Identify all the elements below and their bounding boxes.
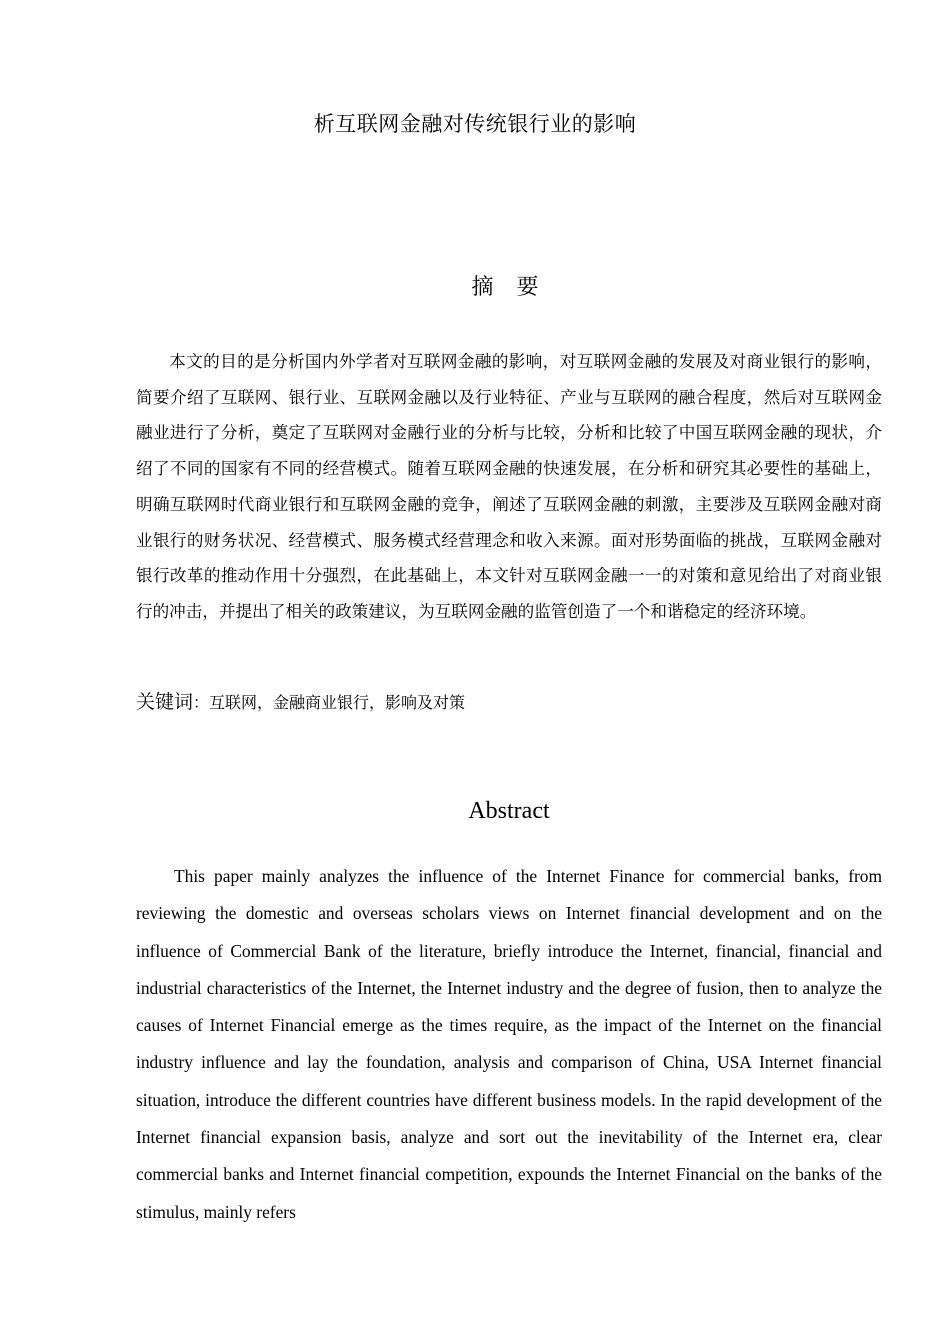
keywords-line	[136, 687, 882, 718]
keywords-separator: ：	[193, 693, 210, 712]
abstract-cn-body: 本文的目的是分析国内外学者对互联网金融的影响，对互联网金融的发展及对商业银行的影响，简要介绍了互联网、银行业、互联网金融以及行业特征、产业与互联网的融合程度，然后对互联网金融业进行了分析，奠定了互联网对金融行业的分析与比较，分析和比较了中国互联网金融的现状，介绍了不同的国家有不同的经营模式。随着互联网金融的快速发展，在分析和研究其必要性的基础上，明确互联网时代商业银行和互联网金融的竞争，阐述了互联网金融的刺激，主要涉及互联网金融对商业银行的财务状况、经营模式、服务模式经营理念和收入来源。面对形势面临的挑战，互联网金融对银行改革的推动作用十分强烈，在此基础上，本文针对互联网金融一一的对策和意见给出了对商业银行的冲击，并提出了相关的政策建议，为互联网金融的监管创造了一个和谐稳定的经济环境。	[136, 352, 882, 621]
keywords-label: 关键词	[136, 691, 194, 713]
document-title: 析互联网金融对传统银行业的影响	[313, 112, 637, 136]
keywords-value: 互联网，金融商业银行，影响及对策	[209, 693, 466, 712]
abstract-en-heading: Abstract	[468, 798, 550, 824]
abstract-cn-heading: 摘 要	[471, 275, 547, 300]
abstract-en-body: This paper mainly analyzes the influence of the Internet Finance for commercial banks, from reviewing the domestic and overseas scholars views on Internet financial development and on the influence of Commercial Bank of the literature, briefly introduce the Internet, financial, financial and industrial characteristics of the Internet, the Internet industry and the degree of fusion, then to analyze the causes of Internet Financial emerge as the times require, as the impact of the Internet on the financial industry influence and lay the foundation, analysis and comparison of China, USA Internet financial situation, introduce the different countries have different business models. In the rapid development of the Internet financial expansion basis, analyze and sort out the inevitability of the Internet era, clear commercial banks and Internet financial competition, expounds the Internet Financial on the banks of the stimulus, mainly refers	[136, 866, 882, 1222]
